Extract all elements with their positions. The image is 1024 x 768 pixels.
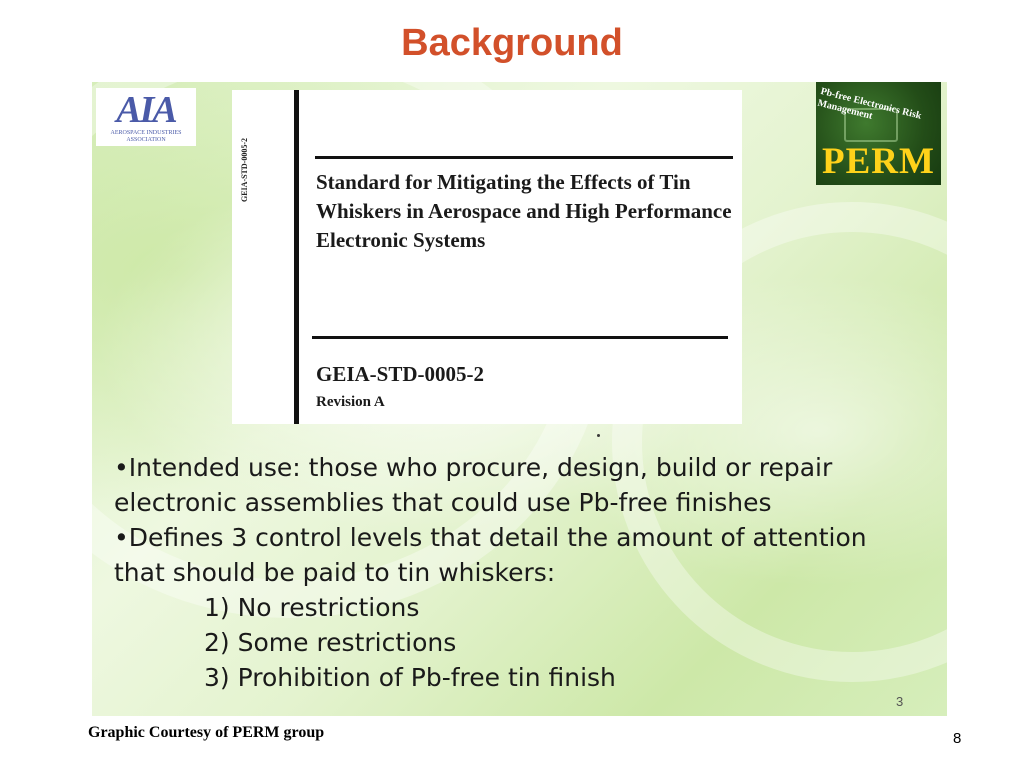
document-cover	[232, 90, 742, 424]
control-level-item: 2) Some restrictions	[204, 628, 457, 657]
control-level-item: 3) Prohibition of Pb-free tin finish	[204, 663, 616, 692]
embedded-slide-page-number: 3	[896, 694, 904, 709]
document-spine-text: GEIA-STD-0005-2	[240, 137, 249, 202]
perm-logo-arc-text: Pb-free Electronics Risk Management	[816, 86, 923, 122]
bullet-intended-use: •Intended use: those who procure, design, build or repair electronic assemblies that could use Pb-free finishes	[114, 453, 833, 517]
document-vertical-rule	[294, 90, 299, 424]
bullet-list	[114, 450, 924, 695]
aia-logo	[96, 88, 196, 146]
control-level-item: 1) No restrictions	[204, 593, 420, 622]
graphic-credit: Graphic Courtesy of PERM group	[88, 724, 325, 741]
perm-logo	[816, 82, 941, 185]
document-revision: Revision A	[316, 394, 385, 410]
document-bottom-rule	[312, 336, 728, 339]
page-number: 8	[953, 730, 962, 747]
aia-logo-mark: AIA	[116, 89, 176, 131]
embedded-slide-image	[92, 82, 947, 716]
bullet-control-levels: •Defines 3 control levels that detail the amount of attention that should be paid to tin whiskers:	[114, 523, 867, 587]
control-level-list	[114, 590, 924, 695]
document-number: GEIA-STD-0005-2	[316, 362, 485, 386]
aia-logo-subtitle: AEROSPACE INDUSTRIES ASSOCIATION	[110, 130, 182, 143]
document-top-rule	[315, 156, 733, 159]
dot-mark	[597, 434, 600, 437]
perm-logo-word: PERM	[822, 141, 935, 182]
document-title: Standard for Mitigating the Effects of Tin Whiskers in Aerospace and High Performance Electronic Systems	[316, 170, 732, 252]
slide-title: Background	[401, 22, 623, 64]
